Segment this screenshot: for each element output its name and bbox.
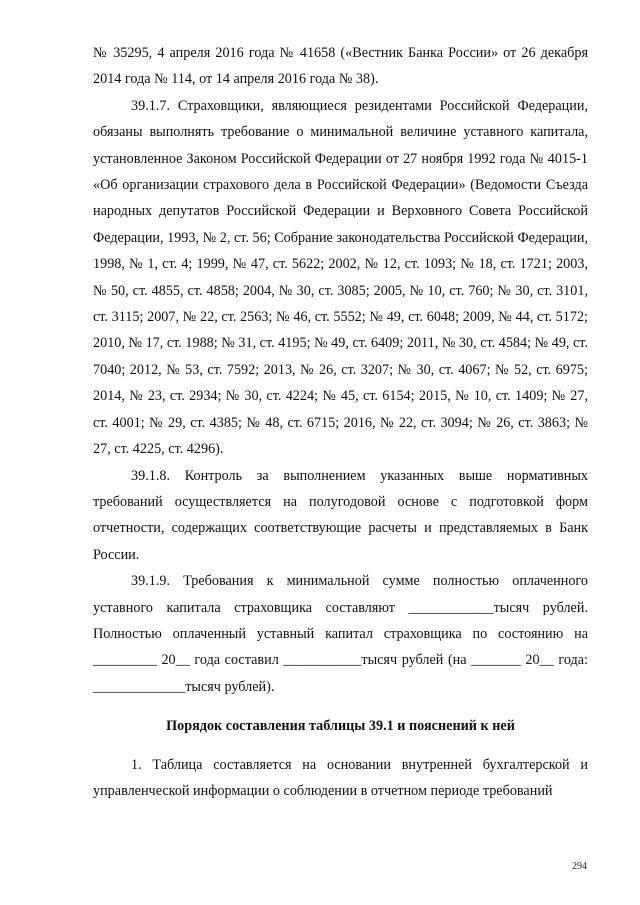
page-number: 294 — [572, 861, 587, 872]
paragraph-39-1-8: 39.1.8. Контроль за выполнением указанных выше нормативных требований осуществляется на полугодовой основе с подготовкой форм отчетности, содержащих соответствующие расчеты и представляемых в Банк России. — [93, 467, 588, 563]
paragraph-1: 1. Таблица составляется на основании внутренней бухгалтерской и управленческой информации о соблюдении в отчетном периоде требований — [93, 756, 588, 799]
body-text — [93, 40, 588, 804]
paragraph-39-1-7: 39.1.7. Страховщики, являющиеся резидентами Российской Федерации, обязаны выполнять требование о минимальной величине уставного капитала, установленное Законом Российской Федерации от 27 ноября 1992 года № 4015-1 «Об организации страхового дела в Российской Федерации» (Ведомости Съезда народных депутатов Российской Федерации и Верховного Совета Российской Федерации, 1993, № 2, ст. 56; Собрание законодательства Российской Федерации, 1998, № 1, ст. 4; 1999, № 47, ст. 5622; 2002, № 12, ст. 1093; № 18, ст. 1721; 2003, № 50, ст. 4855, ст. 4858; 2004, № 30, ст. 3085; 2005, № 10, ст. 760; № 30, ст. 3101, ст. 3115; 2007, № 22, ст. 2563; № 46, ст. 5552; № 49, ст. 6048; 2009, № 44, ст. 5172; 2010, № 17, ст. 1988; № 31, ст. 4195; № 49, ст. 6409; 2011, № 30, ст. 4584; № 49, ст. 7040; 2012, № 53, ст. 7592; 2013, № 26, ст. 3207; № 30, ст. 4067; № 52, ст. 6975; 2014, № 23, ст. 2934; № 30, ст. 4224; № 45, ст. 6154; 2015, № 10, ст. 1409; № 27, ст. 4001; № 29, ст. 4385; № 48, ст. 6715; 2016, № 22, ст. 3094; № 26, ст. 3863; № 27, ст. 4225, ст. 4296). — [93, 97, 588, 458]
paragraph-continuation: № 35295, 4 апреля 2016 года № 41658 («Вестник Банка России» от 26 декабря 2014 года № 114, от 14 апреля 2016 года № 38). — [93, 45, 588, 88]
paragraph-39-1-9: 39.1.9. Требования к минимальной сумме полностью оплаченного уставного капитала страховщика составляют ____________тысяч рублей. Полностью оплаченный уставный капитал страховщика по состоянию на _________ 20__ года составил ___________тысяч рублей (на _______ 20__ года: _____________тысяч рублей). — [93, 573, 588, 695]
section-heading: Порядок составления таблицы 39.1 и пояснений к ней — [166, 718, 515, 735]
